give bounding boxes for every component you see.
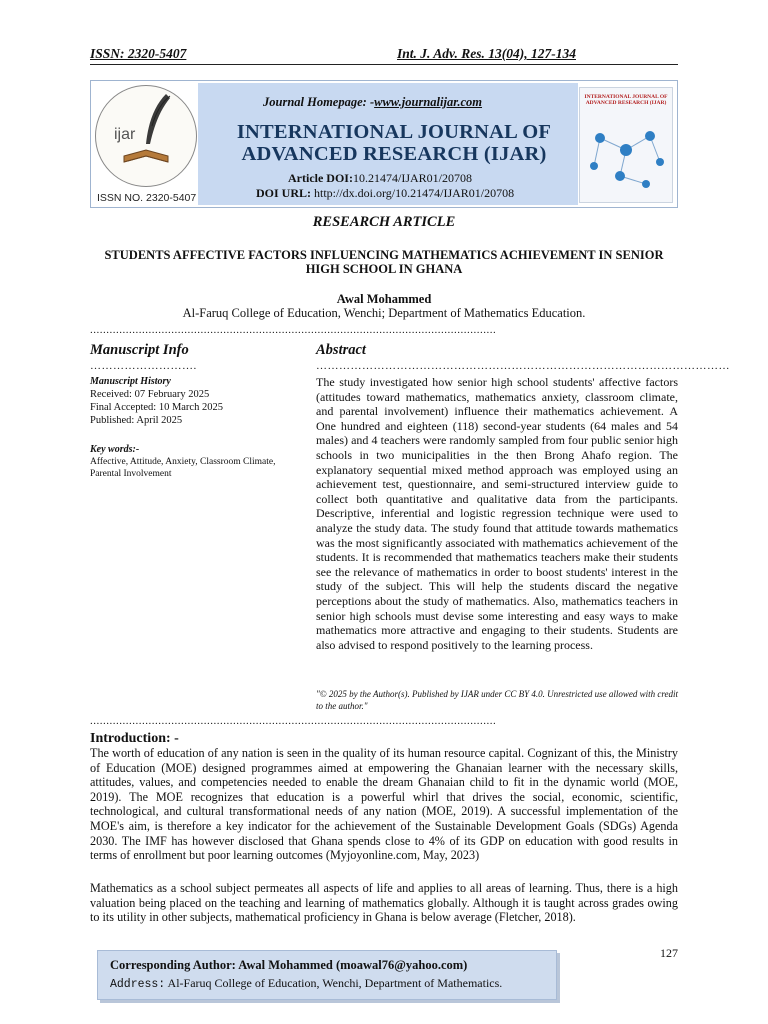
address-text: Al-Faruq College of Education, Wenchi, Department of Mathematics. bbox=[165, 976, 503, 990]
address-label: Address: bbox=[110, 978, 166, 991]
cover-title: INTERNATIONAL JOURNAL OF ADVANCED RESEARCH (IJAR) bbox=[584, 94, 668, 106]
abstract-separator: ……………………………………………………………………………………………… bbox=[316, 360, 730, 372]
journal-title-line2: ADVANCED RESEARCH (IJAR) bbox=[241, 143, 547, 165]
journal-title-line1: INTERNATIONAL JOURNAL OF bbox=[236, 121, 552, 143]
manuscript-info-heading: Manuscript Info bbox=[90, 342, 189, 358]
separator-bottom: ............................................................................................................................. bbox=[90, 715, 497, 727]
journal-homepage-link[interactable]: www.journalijar.com bbox=[374, 95, 483, 109]
doi-url-label: DOI URL: bbox=[256, 186, 312, 200]
abstract-text: The study investigated how senior high school students' affective factors (attitudes toward mathematics, mathematics anxiety, classroom climate, and parental involvement) influence their mathematics achievement. A One hundred and eighteen (118) second-year students (64 males and 54 males) and 4 teachers were randomly sampled from four public senior high schools in two municipalities in the then Brong Ahafo region. The explanatory sequential mixed method approach was employed using an achievement test, questionnaire, and semi-structured interview guide to collect both quantitative and qualitative data from the participants. Descriptive, inferential and logistic regression technique were used to analyze the study data. The study found that attitude towards mathematics was the most significantly associated with mathematics achievement of the students. It is recommended that mathematics teachers make their students see the relevance of mathematics in order to boost students' interest in the study of the subject. This will help the students discard the negative perceptions about the study of mathematics. Also, mathematics teachers in senior high schools must devise some interesting and easy ways to make mathematics more attractive and engaging to their students. Students are also advised to respond positively to the learning process. bbox=[316, 375, 678, 652]
author-affiliation: Al-Faruq College of Education, Wenchi; Department of Mathematics Education. bbox=[182, 306, 586, 320]
manuscript-info-separator: ………………………. bbox=[90, 360, 197, 372]
header-rule bbox=[90, 64, 678, 65]
journal-logo bbox=[95, 85, 197, 187]
introduction-paragraph-2: Mathematics as a school subject permeates all aspects of life and applies to all areas of learning. Thus, there is a high valuation being placed on the teaching and learning of mathematics globally. Although it is taught across grades owing to its utility in other subjects, mathematical proficiency in Ghana is below average (Fletcher, 2018). bbox=[90, 881, 678, 925]
paper-title-line1: STUDENTS AFFECTIVE FACTORS INFLUENCING MATHEMATICS ACHIEVEMENT IN SENIOR bbox=[104, 248, 664, 262]
accepted-date: Final Accepted: 10 March 2025 bbox=[90, 402, 223, 413]
keywords-list: Affective, Attitude, Anxiety, Classroom Climate, Parental Involvement bbox=[90, 457, 276, 479]
journal-title bbox=[224, 121, 564, 165]
quill-book-icon bbox=[96, 86, 196, 186]
running-header-citation: Int. J. Adv. Res. 13(04), 127-134 bbox=[397, 46, 576, 61]
page-number: 127 bbox=[660, 946, 678, 960]
running-header-issn: ISSN: 2320-5407 bbox=[90, 46, 187, 61]
abstract-heading: Abstract bbox=[316, 342, 366, 358]
article-doi-label: Article DOI: bbox=[288, 171, 353, 185]
paper-title-line2: HIGH SCHOOL IN GHANA bbox=[305, 262, 463, 276]
license-note: "© 2025 by the Author(s). Published by IJAR under CC BY 4.0. Unrestricted use allowed with credit to the author." bbox=[316, 689, 678, 711]
corresponding-author: Corresponding Author: Awal Mohammed (moawal76@yahoo.com) bbox=[110, 958, 468, 972]
received-date: Received: 07 February 2025 bbox=[90, 389, 210, 400]
doi-url bbox=[256, 186, 514, 201]
banner-issn: ISSN NO. 2320-5407 bbox=[97, 192, 197, 204]
journal-homepage-label: Journal Homepage: - bbox=[263, 95, 375, 109]
separator-top: ............................................................................................................................. bbox=[90, 324, 497, 336]
journal-homepage bbox=[263, 95, 482, 110]
published-date: Published: April 2025 bbox=[90, 415, 183, 426]
author-address bbox=[110, 976, 502, 991]
journal-cover-image bbox=[579, 87, 673, 203]
journal-banner bbox=[90, 80, 678, 208]
logo-text: ijar bbox=[114, 126, 136, 143]
article-doi bbox=[288, 171, 472, 186]
corresponding-author-box bbox=[97, 950, 557, 1000]
banner-title-panel bbox=[198, 83, 578, 205]
paper-title bbox=[92, 248, 676, 276]
article-doi-value: 10.21474/IJAR01/20708 bbox=[352, 171, 472, 185]
keywords-label: Key words:- bbox=[90, 444, 140, 455]
introduction-paragraph-1: The worth of education of any nation is seen in the quality of its human resource capital. Cognizant of this, the Ministry of Education (MOE) designed programmes aimed at empowering the Ghanaian learner with the necessary skills, attitudes, values, and competencies needed to enable the dream Ghanaian child to fit in the dynamic world (MOE, 2019). The MOE recognizes that education is a powerful whirl that drives the social, economic, scientific, technological, and cultural transformational needs of any nation (MOE, 2019). A successful implementation of the MOE's aim, is therefore a key indicator for the achievement of the Sustainable Development Goals (SDGs) Agenda 2030. The IMF has however disclosed that Ghana spends close to 4% of its GDP on education with good results in terms of enrollment but poor learning outcomes (Myjoyonline.com, May, 2023) bbox=[90, 746, 678, 863]
manuscript-history-label: Manuscript History bbox=[90, 376, 171, 387]
article-type: RESEARCH ARTICLE bbox=[312, 214, 456, 230]
doi-url-link[interactable]: http://dx.doi.org/10.21474/IJAR01/20708 bbox=[311, 186, 515, 200]
introduction-heading: Introduction: - bbox=[90, 731, 179, 746]
author-name: Awal Mohammed bbox=[336, 292, 432, 306]
